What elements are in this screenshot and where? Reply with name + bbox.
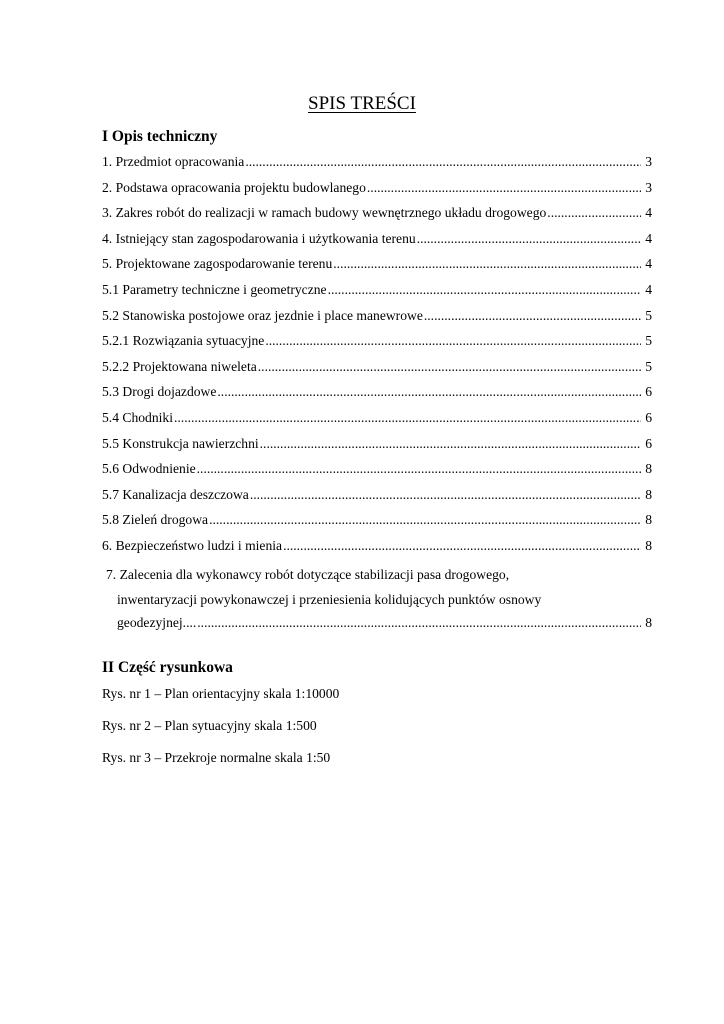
toc-entry-last-line — [102, 613, 652, 639]
toc-entry-page: 5 — [645, 333, 652, 349]
toc-entry-page: 5 — [645, 307, 652, 323]
toc-leader-dots — [250, 485, 641, 505]
toc-entry-label: 5.3 Drogi dojazdowe — [102, 384, 217, 400]
toc-entry-page: 4 — [645, 281, 652, 297]
toc-entry-page: 6 — [645, 384, 652, 400]
toc-leader-dots — [245, 152, 641, 172]
toc-leader-dots — [283, 536, 641, 556]
toc-entry-label: 5.2 Stanowiska postojowe oraz jezdnie i place manewrowe — [102, 307, 423, 323]
toc-entry-page: 8 — [645, 614, 652, 630]
toc-entry[interactable] — [102, 536, 652, 562]
toc-leader-dots — [258, 357, 641, 377]
section-heading-drawings: II Część rysunkowa — [102, 659, 233, 676]
toc-entry-page: 3 — [645, 154, 652, 169]
toc-entry-label: 5.2.1 Rozwiązania sytuacyjne — [102, 333, 265, 349]
toc-entry[interactable] — [102, 203, 652, 229]
toc-entry-page: 6 — [645, 409, 652, 425]
toc-leader-dots — [417, 229, 642, 249]
toc-entry-label: 5.6 Odwodnienie — [102, 461, 196, 477]
toc-entry-label: 6. Bezpieczeństwo ludzi i mienia — [102, 537, 283, 553]
toc-entry-page: 4 — [645, 230, 652, 246]
toc-entry-line: inwentaryzacji powykonawczej i przeniesienia kolidujących punktów osnowy — [117, 592, 542, 608]
toc-entry[interactable] — [102, 434, 652, 460]
toc-leader-dots — [333, 254, 641, 274]
toc-entry[interactable] — [102, 178, 652, 204]
toc-leader-dots — [217, 382, 641, 402]
drawing-item: Rys. nr 3 – Przekroje normalne skala 1:50 — [102, 750, 331, 765]
table-of-contents — [102, 152, 652, 638]
toc-entry-page: 8 — [645, 512, 652, 528]
toc-entry-label: 3. Zakres robót do realizacji w ramach budowy wewnętrznego układu drogowego — [102, 205, 547, 221]
toc-entry[interactable] — [102, 254, 652, 280]
toc-leader-dots — [209, 510, 641, 530]
toc-entry-label: 5.8 Zieleń drogowa — [102, 512, 209, 528]
toc-entry[interactable] — [102, 331, 652, 357]
toc-entry[interactable] — [102, 152, 652, 178]
toc-entry-page: 4 — [645, 205, 652, 221]
toc-entry-page: 5 — [645, 358, 652, 374]
toc-entry-label: 5.2.2 Projektowana niweleta — [102, 358, 257, 374]
toc-entry-page: 8 — [645, 486, 652, 502]
toc-entry[interactable] — [102, 459, 652, 485]
toc-entry-line: 7. Zalecenia dla wykonawcy robót dotyczące stabilizacji pasa drogowego, — [106, 566, 510, 582]
toc-entry[interactable] — [102, 485, 652, 511]
toc-entry[interactable] — [102, 229, 652, 255]
toc-entry-label: geodezyjnej.... — [117, 614, 197, 630]
toc-entry-page: 4 — [645, 256, 652, 272]
toc-leader-dots — [547, 203, 641, 223]
drawing-item: Rys. nr 2 – Plan sytuacyjny skala 1:500 — [102, 718, 317, 733]
toc-leader-dots — [424, 306, 641, 326]
toc-entry-multiline[interactable] — [102, 562, 652, 639]
toc-entry[interactable] — [102, 510, 652, 536]
toc-leader-dots — [197, 613, 641, 633]
toc-leader-dots — [174, 408, 641, 428]
toc-entry-page: 8 — [645, 461, 652, 477]
toc-entry[interactable] — [102, 357, 652, 383]
toc-entry[interactable] — [102, 382, 652, 408]
toc-leader-dots — [260, 434, 642, 454]
toc-entry[interactable] — [102, 306, 652, 332]
section-heading-technical: I Opis techniczny — [102, 128, 218, 145]
page-title: SPIS TREŚCI — [308, 93, 416, 114]
toc-entry[interactable] — [102, 280, 652, 306]
toc-entry-page: 6 — [645, 435, 652, 451]
drawings-list — [102, 684, 339, 780]
toc-entry-page: 8 — [645, 537, 652, 553]
toc-entry-label: 5.4 Chodniki — [102, 409, 173, 425]
toc-entry-label: 1. Przedmiot opracowania — [102, 154, 245, 169]
toc-leader-dots — [265, 331, 641, 351]
toc-leader-dots — [197, 459, 642, 479]
toc-entry-label: 5.7 Kanalizacja deszczowa — [102, 486, 249, 502]
toc-entry-page: 3 — [645, 179, 652, 195]
toc-entry-label: 4. Istniejący stan zagospodarowania i użytkowania terenu — [102, 230, 416, 246]
toc-entry-label: 5.1 Parametry techniczne i geometryczne — [102, 281, 327, 297]
toc-entry-label: 2. Podstawa opracowania projektu budowlanego — [102, 179, 366, 195]
toc-entry[interactable] — [102, 408, 652, 434]
toc-leader-dots — [328, 280, 642, 300]
toc-entry-label: 5. Projektowane zagospodarowanie terenu — [102, 256, 333, 272]
toc-entry-label: 5.5 Konstrukcja nawierzchni — [102, 435, 259, 451]
drawing-item: Rys. nr 1 – Plan orientacyjny skala 1:10000 — [102, 686, 340, 701]
toc-leader-dots — [367, 178, 641, 198]
